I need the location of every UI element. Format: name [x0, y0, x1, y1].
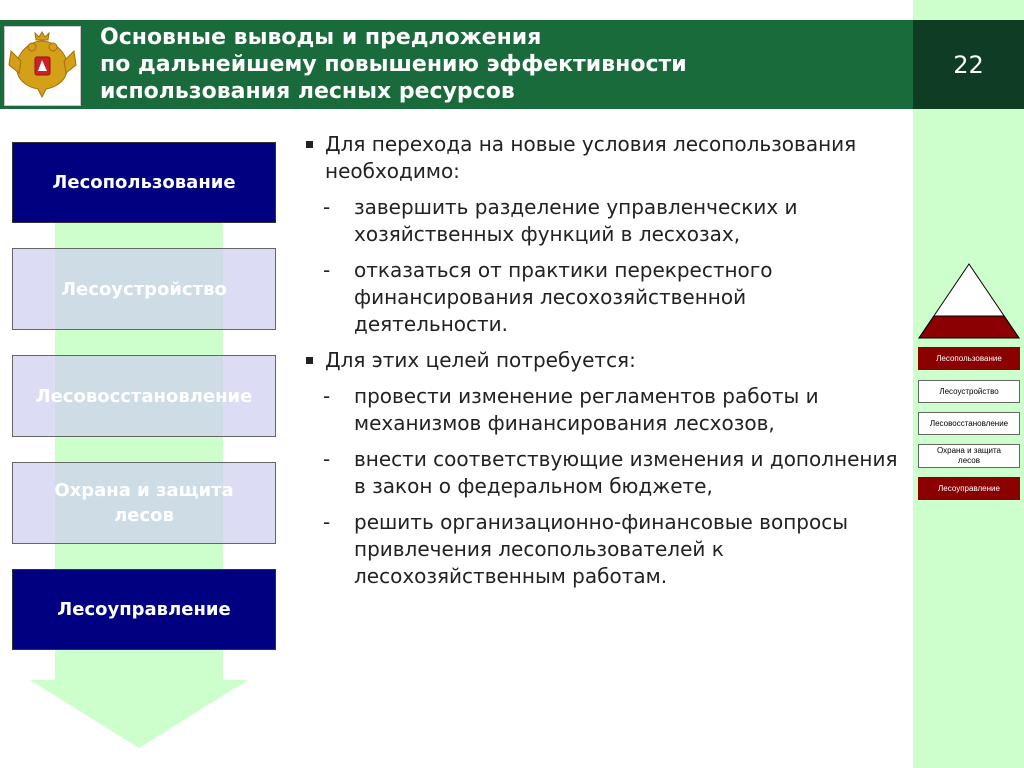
title-line-3: использования лесных ресурсов: [100, 79, 515, 104]
square-bullet-icon: [306, 357, 313, 364]
title-line-1: Основные выводы и предложения: [100, 25, 542, 50]
flow-box-lesoustroystvo: Лесоустройство: [12, 248, 276, 330]
title-line-2: по дальнейшему повышению эффективности: [100, 52, 687, 77]
flow-box-lesovosstanovlenie: Лесовосстановление: [12, 355, 276, 437]
flow-box-lesoupravlenie: Лесоуправление: [12, 569, 276, 650]
dash-item: [305, 383, 905, 437]
page-number: 22: [913, 20, 1024, 109]
dash-marker: -: [323, 195, 331, 219]
dash-marker: -: [323, 447, 331, 471]
dash-text: внести соответствующие изменения и дополнения в закон о федеральном бюджете,: [354, 447, 898, 498]
flow-box-okhrana: Охрана и защита лесов: [12, 462, 276, 544]
dash-marker: -: [323, 384, 331, 408]
bullet-item: [305, 131, 905, 185]
dash-marker: -: [323, 510, 331, 534]
pyramid-icon: [918, 263, 1020, 339]
mini-nav-lesoustroystvo: Лесоустройство: [918, 380, 1020, 403]
dash-text: отказаться от практики перекрестного финансирования лесохозяйственной деятельности.: [354, 258, 773, 336]
dash-item: [305, 509, 905, 590]
double-headed-eagle-icon: [5, 27, 80, 105]
bullet-text: Для этих целей потребуется:: [325, 348, 636, 372]
mini-nav-lesoupravlenie: Лесоуправление: [918, 477, 1020, 500]
dash-item: [305, 446, 905, 500]
main-content: [305, 131, 905, 599]
dash-item: [305, 194, 905, 248]
bullet-item: [305, 347, 905, 374]
dash-text: провести изменение регламентов работы и механизмов финансирования лесхозов,: [354, 384, 819, 435]
mini-nav-lesopolzovanie: Лесопользование: [918, 347, 1020, 370]
flow-box-lesopolzovanie: Лесопользование: [12, 142, 276, 223]
slide-title: [100, 24, 900, 105]
mini-nav-lesovosstanovlenie: Лесовосстановление: [918, 412, 1020, 435]
square-bullet-icon: [306, 141, 313, 148]
mini-nav-okhrana: Охрана и защита лесов: [918, 444, 1020, 468]
dash-marker: -: [323, 258, 331, 282]
coat-of-arms-emblem: [4, 26, 81, 106]
dash-item: [305, 257, 905, 338]
dash-text: решить организационно-финансовые вопросы привлечения лесопользователей к лесохозяйственным работам.: [354, 510, 849, 588]
dash-text: завершить разделение управленческих и хозяйственных функций в лесхозах,: [354, 195, 798, 246]
bullet-text: Для перехода на новые условия лесопользования необходимо:: [325, 132, 857, 183]
